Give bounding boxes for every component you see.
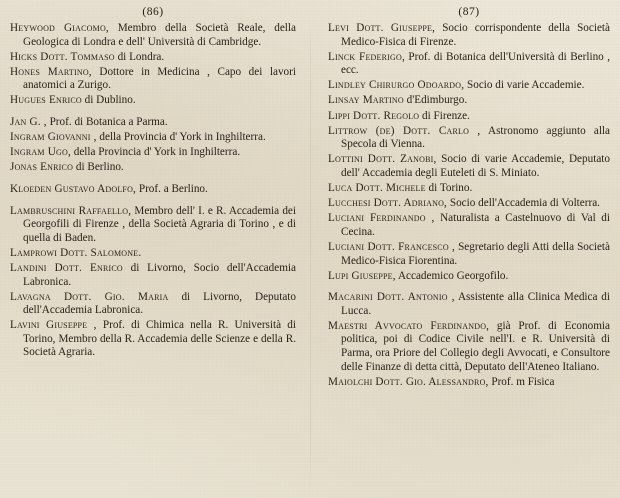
- entry-name: Lavagna Dott. Gio. Maria: [10, 290, 169, 303]
- directory-entry: [10, 247, 296, 261]
- entry-name: Kloeden Gustavo Adolfo,: [10, 182, 137, 195]
- entry-description: Socio dell'Accademia di Volterra.: [447, 197, 600, 210]
- entry-name: Lippi Dott. Regolo: [328, 109, 420, 122]
- entry-name: Lambruschini Raffaello,: [10, 204, 132, 217]
- directory-entry: [10, 291, 296, 318]
- entry-name: Hones Martino,: [10, 65, 92, 78]
- entry-description: di Livorno, Deputato dell'Accademia Labronica.: [23, 290, 296, 317]
- entry-name: Ingram Ugo,: [10, 146, 71, 159]
- left-page-number: (86): [142, 6, 164, 18]
- entry-description: Astronomo aggiunto alla Specola di Vienna.: [341, 124, 610, 151]
- directory-entry: [10, 205, 296, 246]
- directory-entry: [328, 79, 610, 93]
- right-column: [310, 6, 610, 498]
- directory-entry: [328, 241, 610, 268]
- entry-name: Linck Federigo,: [328, 50, 405, 63]
- entry-name: Levi Dott. Giuseppe,: [328, 22, 436, 34]
- entry-name: Maiolchi Dott. Gio. Alessandro,: [328, 375, 489, 388]
- entry-name: Landini Dott. Enrico: [10, 261, 123, 274]
- entry-name: Lottini Dott. Zanobi,: [328, 153, 437, 166]
- directory-entry: [10, 22, 296, 49]
- entry-name: Luciani Ferdinando ,: [328, 212, 435, 225]
- directory-entry: [10, 131, 296, 145]
- entry-name: Macarini Dott. Antonio ,: [328, 291, 455, 304]
- entry-description: Prof. di Botanica dell'Università di Berlino , ecc.: [341, 50, 610, 77]
- directory-entry: [10, 319, 296, 360]
- directory-entry: [328, 153, 610, 180]
- entry-name: Maestri Avvocato Ferdinando,: [328, 319, 490, 332]
- entry-name: Luca Dott. Michele: [328, 182, 426, 195]
- entry-name: Jonas Enrico: [10, 161, 74, 174]
- entry-name: Lindley Chirurgo Odoardo,: [328, 79, 465, 92]
- directory-entry: [328, 270, 610, 284]
- directory-entry: [10, 51, 296, 65]
- entry-name: Lucchesi Dott. Adriano,: [328, 197, 448, 210]
- entry-description: Naturalista a Castelnuovo di Val di Cecina.: [341, 212, 610, 238]
- entry-description: Membro dell' I. e R. Accademia dei Georgofili di Firenze , della Società Agraria di Torino , e di quella di Baden.: [23, 204, 296, 244]
- directory-entry: [328, 94, 610, 108]
- directory-entry: [10, 116, 296, 130]
- entry-description: di Firenze.: [419, 109, 470, 122]
- entry-name: Lamprowi Dott. Salomone.: [10, 246, 142, 259]
- entry-name: Littrow (de) Dott. Carlo ,: [328, 124, 481, 137]
- entry-description: Dottore in Medicina , Capo dei lavori anatomici a Zurigo.: [23, 65, 296, 92]
- entry-name: Hicks Dott. Tommaso: [10, 50, 115, 63]
- directory-entry: [328, 22, 610, 49]
- two-column-layout: [10, 6, 610, 498]
- directory-entry: [328, 51, 610, 78]
- entry-description: di Berlino.: [73, 161, 124, 174]
- directory-entry: [328, 182, 610, 196]
- right-entry-list: [328, 22, 610, 389]
- directory-entry: [10, 146, 296, 160]
- entry-name: Lupi Giuseppe,: [328, 269, 396, 282]
- entry-description: di Torino.: [425, 182, 473, 195]
- entry-name: Hugues Enrico: [10, 94, 82, 107]
- entry-description: Accademico Georgofilo.: [395, 269, 509, 282]
- entry-description: già Prof. di Economia politica, poi di Codice Civile nell'I. e R. Università di Parma, ora Priore del Collegio degli Avvocati, e Consultore delle Finanze di detta città, Deputato dell'Ateneo Italiano.: [341, 319, 610, 373]
- entry-description: Socio di varie Accademie.: [464, 79, 585, 92]
- entry-description: Prof. m Fisica: [488, 375, 555, 388]
- entry-name: Linsay Martino: [328, 94, 404, 107]
- entry-name: Ingram Giovanni ,: [10, 131, 97, 144]
- directory-entry: [10, 183, 296, 197]
- entry-description: di Livorno, Socio dell'Accademia Labronica.: [23, 261, 296, 288]
- entry-description: di Londra.: [114, 50, 165, 63]
- directory-entry: [328, 320, 610, 374]
- left-entry-list: [10, 22, 296, 360]
- entry-description: Segretario degli Atti della Società Medico-Fisica Fiorentina.: [341, 240, 610, 267]
- entry-description: Prof. di Botanica a Parma.: [46, 116, 168, 129]
- entry-description: della Provincia d' York in Inghilterra.: [96, 131, 266, 144]
- directory-entry: [10, 66, 296, 93]
- directory-entry: [328, 197, 610, 211]
- directory-entry: [328, 125, 610, 152]
- entry-description: Assistente alla Clinica Medica di Lucca.: [341, 291, 610, 317]
- directory-entry: [328, 291, 610, 318]
- entry-description: Socio corrispondente della Società Medico-Fisica di Firenze.: [341, 22, 610, 48]
- left-column: [10, 6, 310, 498]
- entry-description: di Dublino.: [81, 94, 136, 107]
- directory-entry: [10, 94, 296, 108]
- entry-name: Luciani Dott. Francesco ,: [328, 240, 456, 253]
- entry-description: Socio di varie Accademie, Deputato dell' Accademia degli Euteleti di S. Miniato.: [341, 153, 610, 179]
- directory-entry: [10, 161, 296, 175]
- directory-entry: [328, 212, 610, 239]
- entry-description: d'Edimburgo.: [403, 94, 468, 107]
- directory-entry: [328, 376, 610, 390]
- entry-description: Membro della Società Reale, della Geologica di Londra e dell' Università di Cambridge.: [23, 22, 296, 48]
- entry-name: Heywood Giacomo,: [10, 22, 109, 34]
- entry-description: Prof. a Berlino.: [136, 182, 208, 195]
- directory-entry: [10, 262, 296, 289]
- right-page-number: (87): [458, 6, 480, 18]
- entry-description: Prof. di Chimica nella R. Università di Torino, Membro della R. Accademia delle Scienze e della R. Società Agraria.: [23, 319, 296, 359]
- entry-name: Jan G. ,: [10, 116, 47, 129]
- directory-entry: [328, 110, 610, 124]
- entry-name: Lavini Giuseppe ,: [10, 319, 97, 332]
- entry-description: della Provincia d' York in Inghilterra.: [70, 146, 241, 159]
